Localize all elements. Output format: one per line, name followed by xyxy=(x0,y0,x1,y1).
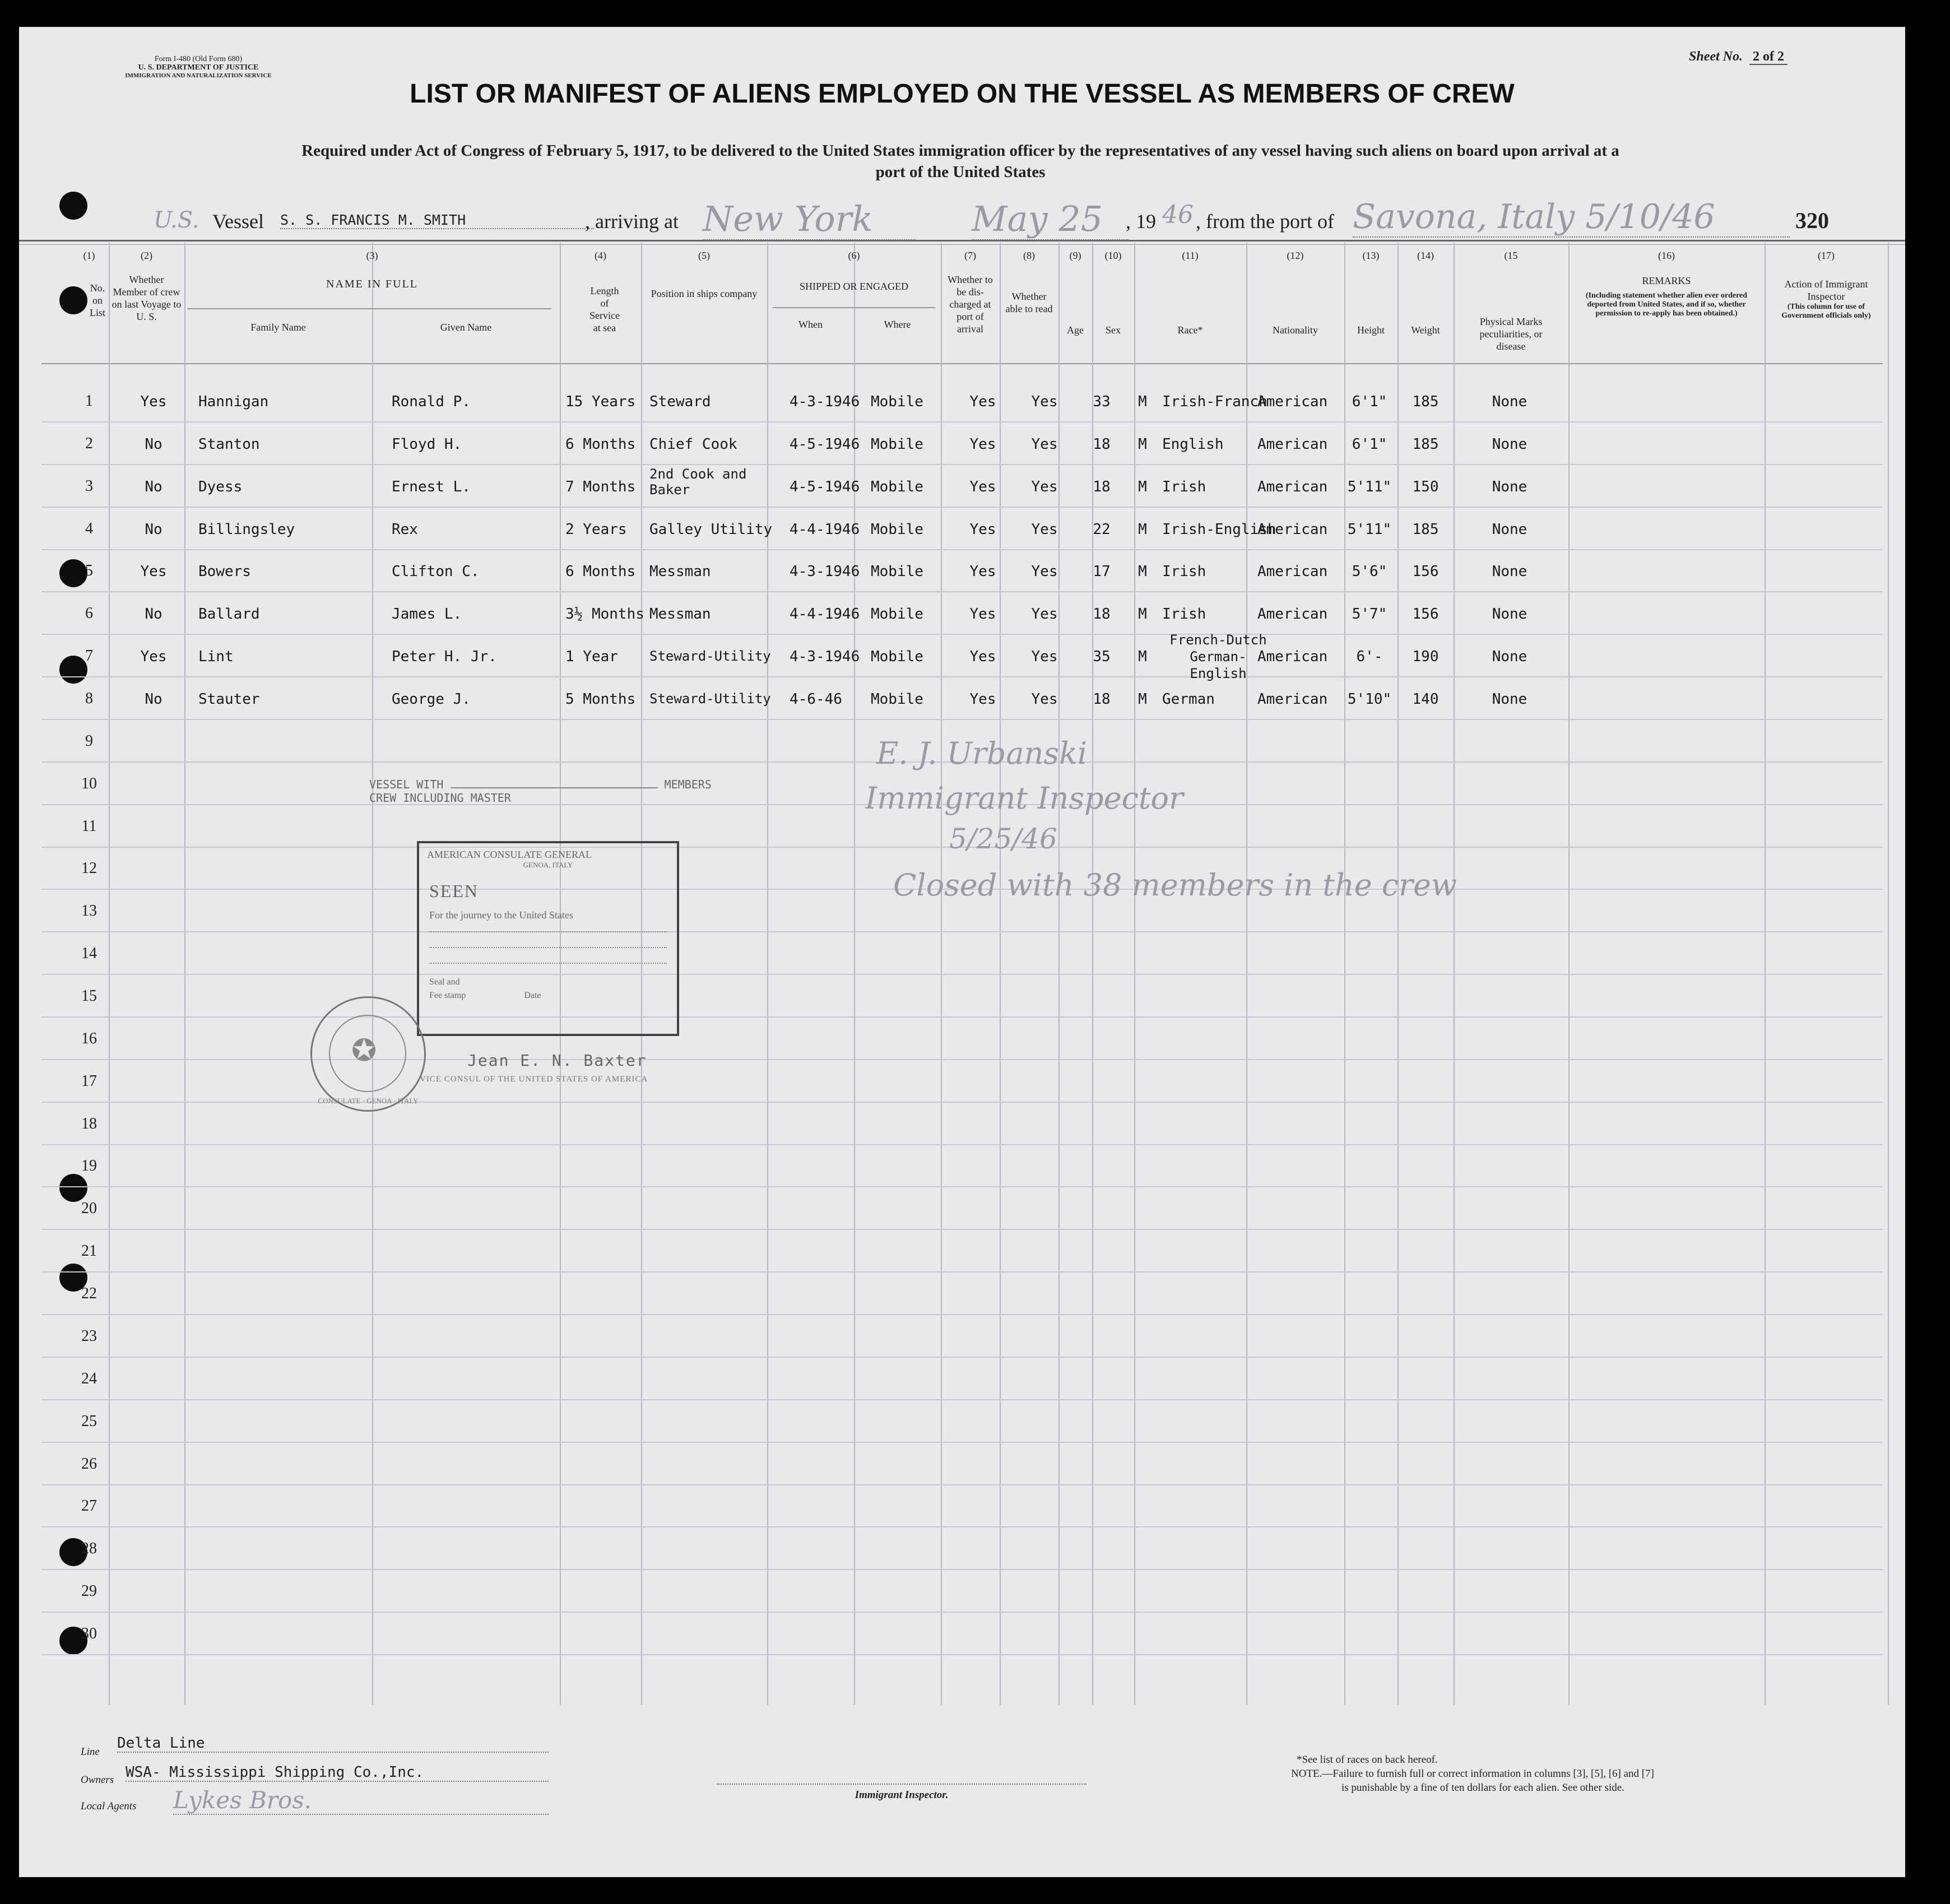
race-cell: German xyxy=(1162,691,1215,708)
inspection-date: 5/25/46 xyxy=(949,823,1057,855)
column-label: Weight xyxy=(1411,324,1440,336)
column-label: SHIPPED OR ENGAGED xyxy=(799,281,908,292)
column-label: Length of Service at sea xyxy=(589,285,620,333)
row-rule xyxy=(41,1016,1883,1018)
row-rule xyxy=(41,1442,1883,1443)
row-number: 14 xyxy=(81,945,97,963)
able-to-read-cell: Yes xyxy=(1031,435,1058,453)
position-cell: Galley Utility xyxy=(649,521,773,538)
row-rule xyxy=(41,421,1883,422)
able-to-read-cell: Yes xyxy=(1031,521,1058,538)
given-name-cell: Rex xyxy=(392,521,418,538)
column-label: Sex xyxy=(1106,324,1121,336)
able-to-read-cell: Yes xyxy=(1031,606,1058,623)
row-number: 27 xyxy=(81,1497,97,1515)
physical-marks-cell: None xyxy=(1492,691,1527,708)
family-name-cell: Dyess xyxy=(198,478,243,495)
column-number: (7) xyxy=(964,250,976,261)
fee-stamp-label: Fee stamp xyxy=(429,991,466,1000)
service-length-cell: 15 Years xyxy=(565,393,636,410)
shipped-where-cell: Mobile xyxy=(871,691,923,708)
from-label: , from the port of xyxy=(1196,210,1334,233)
agents-value: Lykes Bros. xyxy=(173,1786,549,1815)
row-rule xyxy=(41,719,1883,720)
last-voyage-cell: Yes xyxy=(140,563,167,581)
race-cell: English xyxy=(1162,435,1224,453)
row-number: 23 xyxy=(81,1327,97,1345)
consulate-stamp xyxy=(417,841,679,1036)
sex-cell: M xyxy=(1138,648,1147,666)
shipped-where-cell: Mobile xyxy=(871,563,923,581)
row-rule xyxy=(41,1229,1883,1230)
physical-marks-cell: None xyxy=(1492,606,1527,623)
able-to-read-cell: Yes xyxy=(1031,393,1058,410)
page-title: LIST OR MANIFEST OF ALIENS EMPLOYED ON THE VESSEL AS MEMBERS OF CREW xyxy=(410,79,1515,109)
row-rule xyxy=(41,549,1883,550)
eagle-icon: ✪ xyxy=(351,1033,377,1068)
family-name-cell: Hannigan xyxy=(198,393,269,410)
shipped-when-cell: 4-3-1946 xyxy=(790,648,860,666)
vessel-prefix-handwritten: U.S. xyxy=(154,207,199,233)
nationality-cell: American xyxy=(1257,606,1328,623)
family-name-cell: Billingsley xyxy=(198,521,295,538)
row-rule xyxy=(41,1612,1883,1613)
inspector-label: Immigrant Inspector. xyxy=(855,1789,949,1801)
row-rule xyxy=(41,1399,1883,1400)
row-rule xyxy=(41,676,1883,677)
row-number: 15 xyxy=(81,987,97,1005)
row-number: 11 xyxy=(81,817,97,835)
weight-cell: 185 xyxy=(1412,435,1439,453)
fee-row xyxy=(429,991,667,1001)
weight-cell: 150 xyxy=(1412,478,1439,495)
row-number: 9 xyxy=(85,732,93,750)
shipped-where-cell: Mobile xyxy=(871,606,923,623)
shipped-where-cell: Mobile xyxy=(871,648,923,666)
shipped-when-cell: 4-4-1946 xyxy=(790,606,860,623)
row-rule xyxy=(41,507,1883,508)
consul-name: Jean E. N. Baxter xyxy=(467,1051,647,1070)
inspector-signature-line xyxy=(717,1784,1087,1785)
able-to-read-cell: Yes xyxy=(1031,563,1058,581)
discharged-cell: Yes xyxy=(969,606,996,623)
agents-label: Local Agents xyxy=(81,1800,137,1812)
able-to-read-cell: Yes xyxy=(1031,478,1058,495)
members-stamp-suffix: MEMBERS xyxy=(664,778,712,791)
arriving-label: , arriving at xyxy=(585,210,679,233)
age-cell: 22 xyxy=(1093,521,1111,538)
given-name-cell: Clifton C. xyxy=(392,563,480,581)
remarks-note: (Including statement whether alien ever ordered deported from United States, and if so, whether permission to re-apply has been obtained.) xyxy=(1585,291,1748,318)
family-name-header: Family Name xyxy=(250,322,306,333)
row-rule xyxy=(41,634,1883,635)
discharged-cell: Yes xyxy=(969,648,996,666)
row-rule xyxy=(41,1186,1883,1187)
consulate-city: GENOA, ITALY xyxy=(523,861,573,869)
given-name-header: Given Name xyxy=(440,322,492,333)
column-number: (17) xyxy=(1818,250,1835,261)
last-voyage-cell: Yes xyxy=(140,648,167,666)
row-number: 7 xyxy=(85,647,93,665)
nationality-cell: American xyxy=(1257,393,1328,410)
family-name-cell: Ballard xyxy=(198,606,260,623)
shipped-where-cell: Mobile xyxy=(871,393,923,410)
owners-label: Owners xyxy=(81,1774,114,1786)
column-number: (1) xyxy=(83,250,95,261)
row-number: 28 xyxy=(81,1540,97,1558)
service-length-cell: 7 Months xyxy=(565,478,636,495)
stamp-dotted-line xyxy=(429,963,667,964)
row-number: 21 xyxy=(81,1242,97,1260)
column-header-bottom-rule xyxy=(41,363,1883,364)
column-label: Whether able to read xyxy=(1005,291,1053,314)
age-cell: 18 xyxy=(1093,478,1111,495)
row-rule xyxy=(41,1654,1883,1655)
sex-cell: M xyxy=(1138,393,1147,410)
column-number: (2) xyxy=(141,250,152,261)
race-cell: Irish xyxy=(1162,478,1206,495)
sex-cell: M xyxy=(1138,521,1147,538)
arriving-date: May 25 xyxy=(972,198,1129,240)
nationality-cell: American xyxy=(1257,521,1328,538)
line-value: Delta Line xyxy=(117,1735,549,1753)
service-length-cell: 2 Years xyxy=(565,521,627,538)
service-length-cell: 5 Months xyxy=(565,691,636,708)
shipped-when-cell: 4-6-46 xyxy=(790,691,842,708)
members-stamp-line-2: CREW INCLUDING MASTER xyxy=(369,791,511,805)
arriving-place: New York xyxy=(703,198,916,240)
row-number: 4 xyxy=(85,519,93,537)
vessel-label: Vessel xyxy=(212,210,264,233)
date-label: Date xyxy=(524,991,541,1000)
given-name-cell: Floyd H. xyxy=(392,435,462,453)
family-name-cell: Bowers xyxy=(198,563,251,581)
height-cell: 5'11" xyxy=(1347,478,1392,495)
stamp-number: 320 xyxy=(1795,208,1829,233)
grid-line xyxy=(1888,243,1889,1705)
name-header-rule xyxy=(187,308,551,309)
age-cell: 35 xyxy=(1093,648,1111,666)
line-label: Line xyxy=(81,1746,100,1758)
weight-cell: 156 xyxy=(1412,606,1439,623)
vessel-line xyxy=(19,195,1905,240)
row-rule xyxy=(41,931,1883,932)
column-number: (12) xyxy=(1287,250,1304,261)
able-to-read-cell: Yes xyxy=(1031,691,1058,708)
physical-marks-cell: None xyxy=(1492,563,1527,581)
seal-text: CONSULATE · GENOA · ITALY xyxy=(318,1097,419,1105)
last-voyage-cell: Yes xyxy=(140,393,167,410)
sheet-value: 2 of 2 xyxy=(1749,49,1787,65)
row-rule xyxy=(41,1314,1883,1315)
column-label: Height xyxy=(1357,324,1385,336)
row-rule xyxy=(41,974,1883,975)
column-number: (16) xyxy=(1658,250,1675,261)
year-prefix: , 19 xyxy=(1126,210,1156,233)
seen-label: SEEN xyxy=(429,881,479,901)
consul-title: VICE CONSUL OF THE UNITED STATES OF AMERICA xyxy=(420,1075,648,1084)
row-number: 22 xyxy=(81,1285,97,1303)
shipped-header-rule xyxy=(773,307,935,308)
subtitle-line-1: Required under Act of Congress of February 5, 1917, to be delivered to the United States immigration officer by the representatives of any vessel having such aliens on board upon arrival at a xyxy=(301,142,1619,160)
column-label: REMARKS xyxy=(1642,275,1691,286)
header-rule xyxy=(19,240,1905,242)
column-label: Position in ships company xyxy=(651,288,758,299)
weight-cell: 190 xyxy=(1412,648,1439,666)
column-number: (6) xyxy=(848,250,860,261)
nationality-cell: American xyxy=(1257,563,1328,581)
race-cell: French-Dutch German-English xyxy=(1169,632,1267,682)
shipped-where-cell: Mobile xyxy=(871,478,923,495)
position-cell: Steward-Utility xyxy=(649,691,771,707)
row-number: 26 xyxy=(81,1455,97,1473)
column-label: Race* xyxy=(1177,324,1203,336)
when-header: When xyxy=(798,319,823,330)
family-name-cell: Stanton xyxy=(198,435,260,453)
family-name-cell: Lint xyxy=(198,648,234,666)
service-name: IMMIGRATION AND NATURALIZATION SERVICE xyxy=(125,72,272,79)
shipped-where-cell: Mobile xyxy=(871,521,923,538)
row-rule xyxy=(41,1271,1883,1273)
closed-note: Closed with 38 members in the crew xyxy=(893,867,1457,903)
races-note: *See list of races on back hereof. xyxy=(1297,1754,1438,1766)
given-name-cell: Ernest L. xyxy=(392,478,471,495)
row-number: 10 xyxy=(81,774,97,792)
row-rule xyxy=(41,1144,1883,1145)
row-number: 29 xyxy=(81,1582,97,1600)
sex-cell: M xyxy=(1138,478,1147,495)
discharged-cell: Yes xyxy=(969,393,996,410)
stamp-dotted-line xyxy=(429,931,667,932)
column-label: Whether Member of crew on last Voyage to U. S. xyxy=(112,274,182,322)
race-cell: Irish-English xyxy=(1162,521,1276,538)
weight-cell: 140 xyxy=(1412,691,1439,708)
row-number: 13 xyxy=(81,902,97,920)
column-number: (14) xyxy=(1417,250,1434,261)
column-label: Whether to be dis-charged at port of arrival xyxy=(948,274,993,335)
column-number: (10) xyxy=(1104,250,1122,261)
race-cell: Irish-Franch xyxy=(1162,393,1268,410)
column-number: (4) xyxy=(595,250,606,261)
column-number: (13) xyxy=(1362,250,1380,261)
sex-cell: M xyxy=(1138,606,1147,623)
seal-and-label: Seal and xyxy=(429,977,460,987)
last-voyage-cell: No xyxy=(145,606,162,623)
column-number: (8) xyxy=(1023,250,1035,261)
physical-marks-cell: None xyxy=(1492,648,1527,666)
last-voyage-cell: No xyxy=(145,691,162,708)
consulate-seal xyxy=(310,996,426,1112)
able-to-read-cell: Yes xyxy=(1031,648,1058,666)
height-cell: 5'7" xyxy=(1352,606,1387,623)
position-cell: Chief Cook xyxy=(649,435,737,453)
sex-cell: M xyxy=(1138,691,1147,708)
row-number: 18 xyxy=(81,1114,97,1132)
sex-cell: M xyxy=(1138,563,1147,581)
where-header: Where xyxy=(884,319,911,330)
row-rule xyxy=(41,1357,1883,1358)
shipped-when-cell: 4-5-1946 xyxy=(790,478,860,495)
position-cell: 2nd Cook and Baker xyxy=(649,466,747,498)
consulate-header: AMERICAN CONSULATE GENERAL xyxy=(427,849,592,860)
row-number: 16 xyxy=(81,1029,97,1047)
row-rule xyxy=(41,1569,1883,1570)
action-note: (This column for use of Government officials only) xyxy=(1781,303,1871,320)
members-stamp-blank xyxy=(451,787,658,788)
row-rule xyxy=(41,1526,1883,1527)
column-number: (5) xyxy=(698,250,710,261)
given-name-cell: Ronald P. xyxy=(392,393,471,410)
family-name-cell: Stauter xyxy=(198,691,260,708)
journey-label: For the journey to the United States xyxy=(429,909,573,921)
inspector-title: Immigrant Inspector xyxy=(865,781,1183,816)
inspector-signature: E. J. Urbanski xyxy=(876,736,1088,771)
row-rule xyxy=(41,464,1883,465)
height-cell: 5'10" xyxy=(1347,691,1392,708)
column-label: NAME IN FULL xyxy=(326,278,418,290)
punch-hole xyxy=(59,1174,87,1202)
row-number: 20 xyxy=(81,1200,97,1218)
sex-cell: M xyxy=(1138,435,1147,453)
given-name-cell: George J. xyxy=(392,691,471,708)
weight-cell: 156 xyxy=(1412,563,1439,581)
column-label: Physical Marks peculiarities, or disease xyxy=(1479,316,1543,352)
given-name-cell: James L. xyxy=(392,606,462,623)
failure-note: NOTE.—Failure to furnish full or correct information in columns [3], [5], [6] and [7] xyxy=(1291,1768,1654,1780)
age-cell: 17 xyxy=(1093,563,1111,581)
physical-marks-cell: None xyxy=(1492,478,1527,495)
row-number: 6 xyxy=(85,605,93,623)
height-cell: 6'- xyxy=(1356,648,1383,666)
subtitle-line-2: port of the United States xyxy=(875,163,1046,181)
age-cell: 18 xyxy=(1093,435,1111,453)
department-name: U. S. DEPARTMENT OF JUSTICE xyxy=(138,63,259,72)
position-cell: Steward xyxy=(649,393,711,410)
row-rule xyxy=(41,591,1883,592)
column-label: Nationality xyxy=(1273,324,1318,336)
nationality-cell: American xyxy=(1257,648,1328,666)
form-number: Form I-480 (Old Form 680) xyxy=(154,55,243,63)
discharged-cell: Yes xyxy=(969,435,996,453)
shipped-when-cell: 4-3-1946 xyxy=(790,393,860,410)
age-cell: 18 xyxy=(1093,691,1111,708)
members-stamp-line-1: VESSEL WITH xyxy=(369,778,444,791)
nationality-cell: American xyxy=(1257,478,1328,495)
height-cell: 6'1" xyxy=(1352,435,1387,453)
sheet-number xyxy=(1689,49,1787,64)
row-number: 1 xyxy=(85,392,93,410)
discharged-cell: Yes xyxy=(969,521,996,538)
weight-cell: 185 xyxy=(1412,521,1439,538)
shipped-where-cell: Mobile xyxy=(871,435,923,453)
year-suffix: 46 xyxy=(1162,201,1194,229)
service-length-cell: 6 Months xyxy=(565,563,636,581)
row-number: 17 xyxy=(81,1072,97,1090)
discharged-cell: Yes xyxy=(969,691,996,708)
position-cell: Steward-Utility xyxy=(649,648,771,665)
height-cell: 5'11" xyxy=(1347,521,1392,538)
position-cell: Messman xyxy=(649,563,711,581)
row-number: 19 xyxy=(81,1157,97,1175)
fine-note: is punishable by a fine of ten dollars for each alien. See other side. xyxy=(1341,1782,1624,1794)
column-number: (9) xyxy=(1069,250,1081,261)
age-cell: 18 xyxy=(1093,606,1111,623)
last-voyage-cell: No xyxy=(145,521,162,538)
row-number: 5 xyxy=(85,562,93,580)
column-label: Action of Immigrant Inspector xyxy=(1784,278,1868,302)
column-label: Age xyxy=(1067,324,1084,336)
from-port: Savona, Italy 5/10/46 xyxy=(1353,197,1790,238)
row-number: 12 xyxy=(81,860,97,877)
form-header xyxy=(86,55,310,80)
age-cell: 33 xyxy=(1093,393,1111,410)
physical-marks-cell: None xyxy=(1492,435,1527,453)
position-cell: Messman xyxy=(649,606,711,623)
sheet-label: Sheet No. xyxy=(1689,49,1743,64)
height-cell: 6'1" xyxy=(1352,393,1387,410)
discharged-cell: Yes xyxy=(969,478,996,495)
row-number: 2 xyxy=(85,434,93,452)
row-rule xyxy=(41,1484,1883,1485)
nationality-cell: American xyxy=(1257,435,1328,453)
vessel-name: S. S. FRANCIS M. SMITH xyxy=(280,212,594,229)
shipped-when-cell: 4-3-1946 xyxy=(790,563,860,581)
footer-notes xyxy=(1291,1753,1654,1795)
owners-value: WSA- Mississippi Shipping Co.,Inc. xyxy=(126,1764,549,1782)
given-name-cell: Peter H. Jr. xyxy=(392,648,497,666)
manifest-sheet xyxy=(19,27,1905,1877)
column-number: (3) xyxy=(366,250,378,261)
column-number: (11) xyxy=(1182,250,1199,261)
row-number: 24 xyxy=(81,1369,97,1387)
members-stamp xyxy=(369,778,712,805)
row-number: 30 xyxy=(81,1624,97,1642)
physical-marks-cell: None xyxy=(1492,393,1527,410)
last-voyage-cell: No xyxy=(145,478,162,495)
service-length-cell: 1 Year xyxy=(565,648,618,666)
punch-hole xyxy=(59,286,87,314)
height-cell: 5'6" xyxy=(1352,563,1387,581)
weight-cell: 185 xyxy=(1412,393,1439,410)
row-number: 25 xyxy=(81,1412,97,1430)
service-length-cell: 3½ Months xyxy=(565,606,644,623)
row-number: 3 xyxy=(85,477,93,495)
stamp-dotted-line xyxy=(429,947,667,948)
nationality-cell: American xyxy=(1257,691,1328,708)
race-cell: Irish xyxy=(1162,606,1206,623)
physical-marks-cell: None xyxy=(1492,521,1527,538)
race-cell: Irish xyxy=(1162,563,1206,581)
column-number: (15 xyxy=(1504,250,1518,261)
discharged-cell: Yes xyxy=(969,563,996,581)
service-length-cell: 6 Months xyxy=(565,435,636,453)
column-label: No. on List xyxy=(89,282,105,318)
shipped-when-cell: 4-4-1946 xyxy=(790,521,860,538)
shipped-when-cell: 4-5-1946 xyxy=(790,435,860,453)
header-rule xyxy=(19,244,1905,245)
row-number: 8 xyxy=(85,690,93,708)
page-subtitle xyxy=(148,140,1773,183)
last-voyage-cell: No xyxy=(145,435,162,453)
